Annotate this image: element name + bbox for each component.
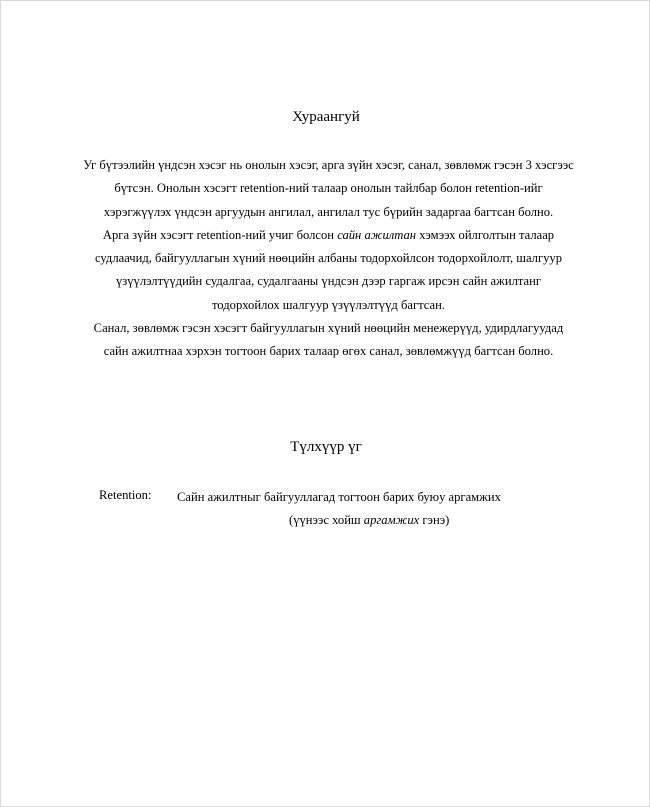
keyword-note-text-b: гэнэ) bbox=[419, 513, 450, 527]
abstract-paragraph-1: Уг бүтээлийн үндсэн хэсэг нь онолын хэсэг, арга зүйн хэсэг, санал, зөвлөмж гэсэн 3 хэсгээс бүтсэн. Онолын хэсэгт retention-ний талаар онолын тайлбар болон retention-ийг хэрэгжүүлэх үндсэн аргуудын ангилал, ангилал тус бүрийн задаргаа багтсан болно. bbox=[83, 158, 574, 219]
keyword-note-text-a: (үүнээс хойш bbox=[289, 513, 364, 527]
abstract-paragraph-2-text-b: хэмээх ойлголтын талаар судлаачид, байгууллагын хүний нөөцийн албаны тодорхойлсон тодорхойлолт, шалгуур үзүүлэлтүүдийн судалгаа, судалгааны үндсэн дээр гаргаж ирсэн сайн ажилтанг тодорхойлох шалгуур үзүүлэлтүүд багтсан. bbox=[94, 227, 563, 312]
keyword-definition bbox=[177, 486, 577, 532]
keyword-note-emphasis: аргамжих bbox=[363, 513, 420, 527]
abstract-paragraph-2 bbox=[81, 224, 576, 317]
abstract-heading: Хураангуй bbox=[292, 109, 360, 125]
abstract-paragraph-2-emphasis: сайн ажилтан bbox=[337, 227, 417, 242]
keywords-heading: Түлхүүр үг bbox=[290, 439, 362, 455]
abstract-paragraph-3: Санал, зөвлөмж гэсэн хэсэгт байгууллагын хүний нөөцийн менежерүүд, удирдлагуудад сайн ажилтнаа хэрхэн тогтоон барих талаар өгөх санал, зөвлөмжүүд багтсан болно. bbox=[93, 321, 564, 359]
keyword-term: Retention: bbox=[99, 488, 152, 502]
keyword-definition-note bbox=[177, 509, 577, 532]
abstract-body bbox=[81, 154, 576, 364]
keyword-definition-text: Сайн ажилтныг байгууллагад тогтоон барих буюу аргамжих bbox=[177, 490, 501, 504]
abstract-paragraph-2-text-a: Арга зүйн хэсэгт retention-ний учиг болсон bbox=[102, 227, 338, 242]
